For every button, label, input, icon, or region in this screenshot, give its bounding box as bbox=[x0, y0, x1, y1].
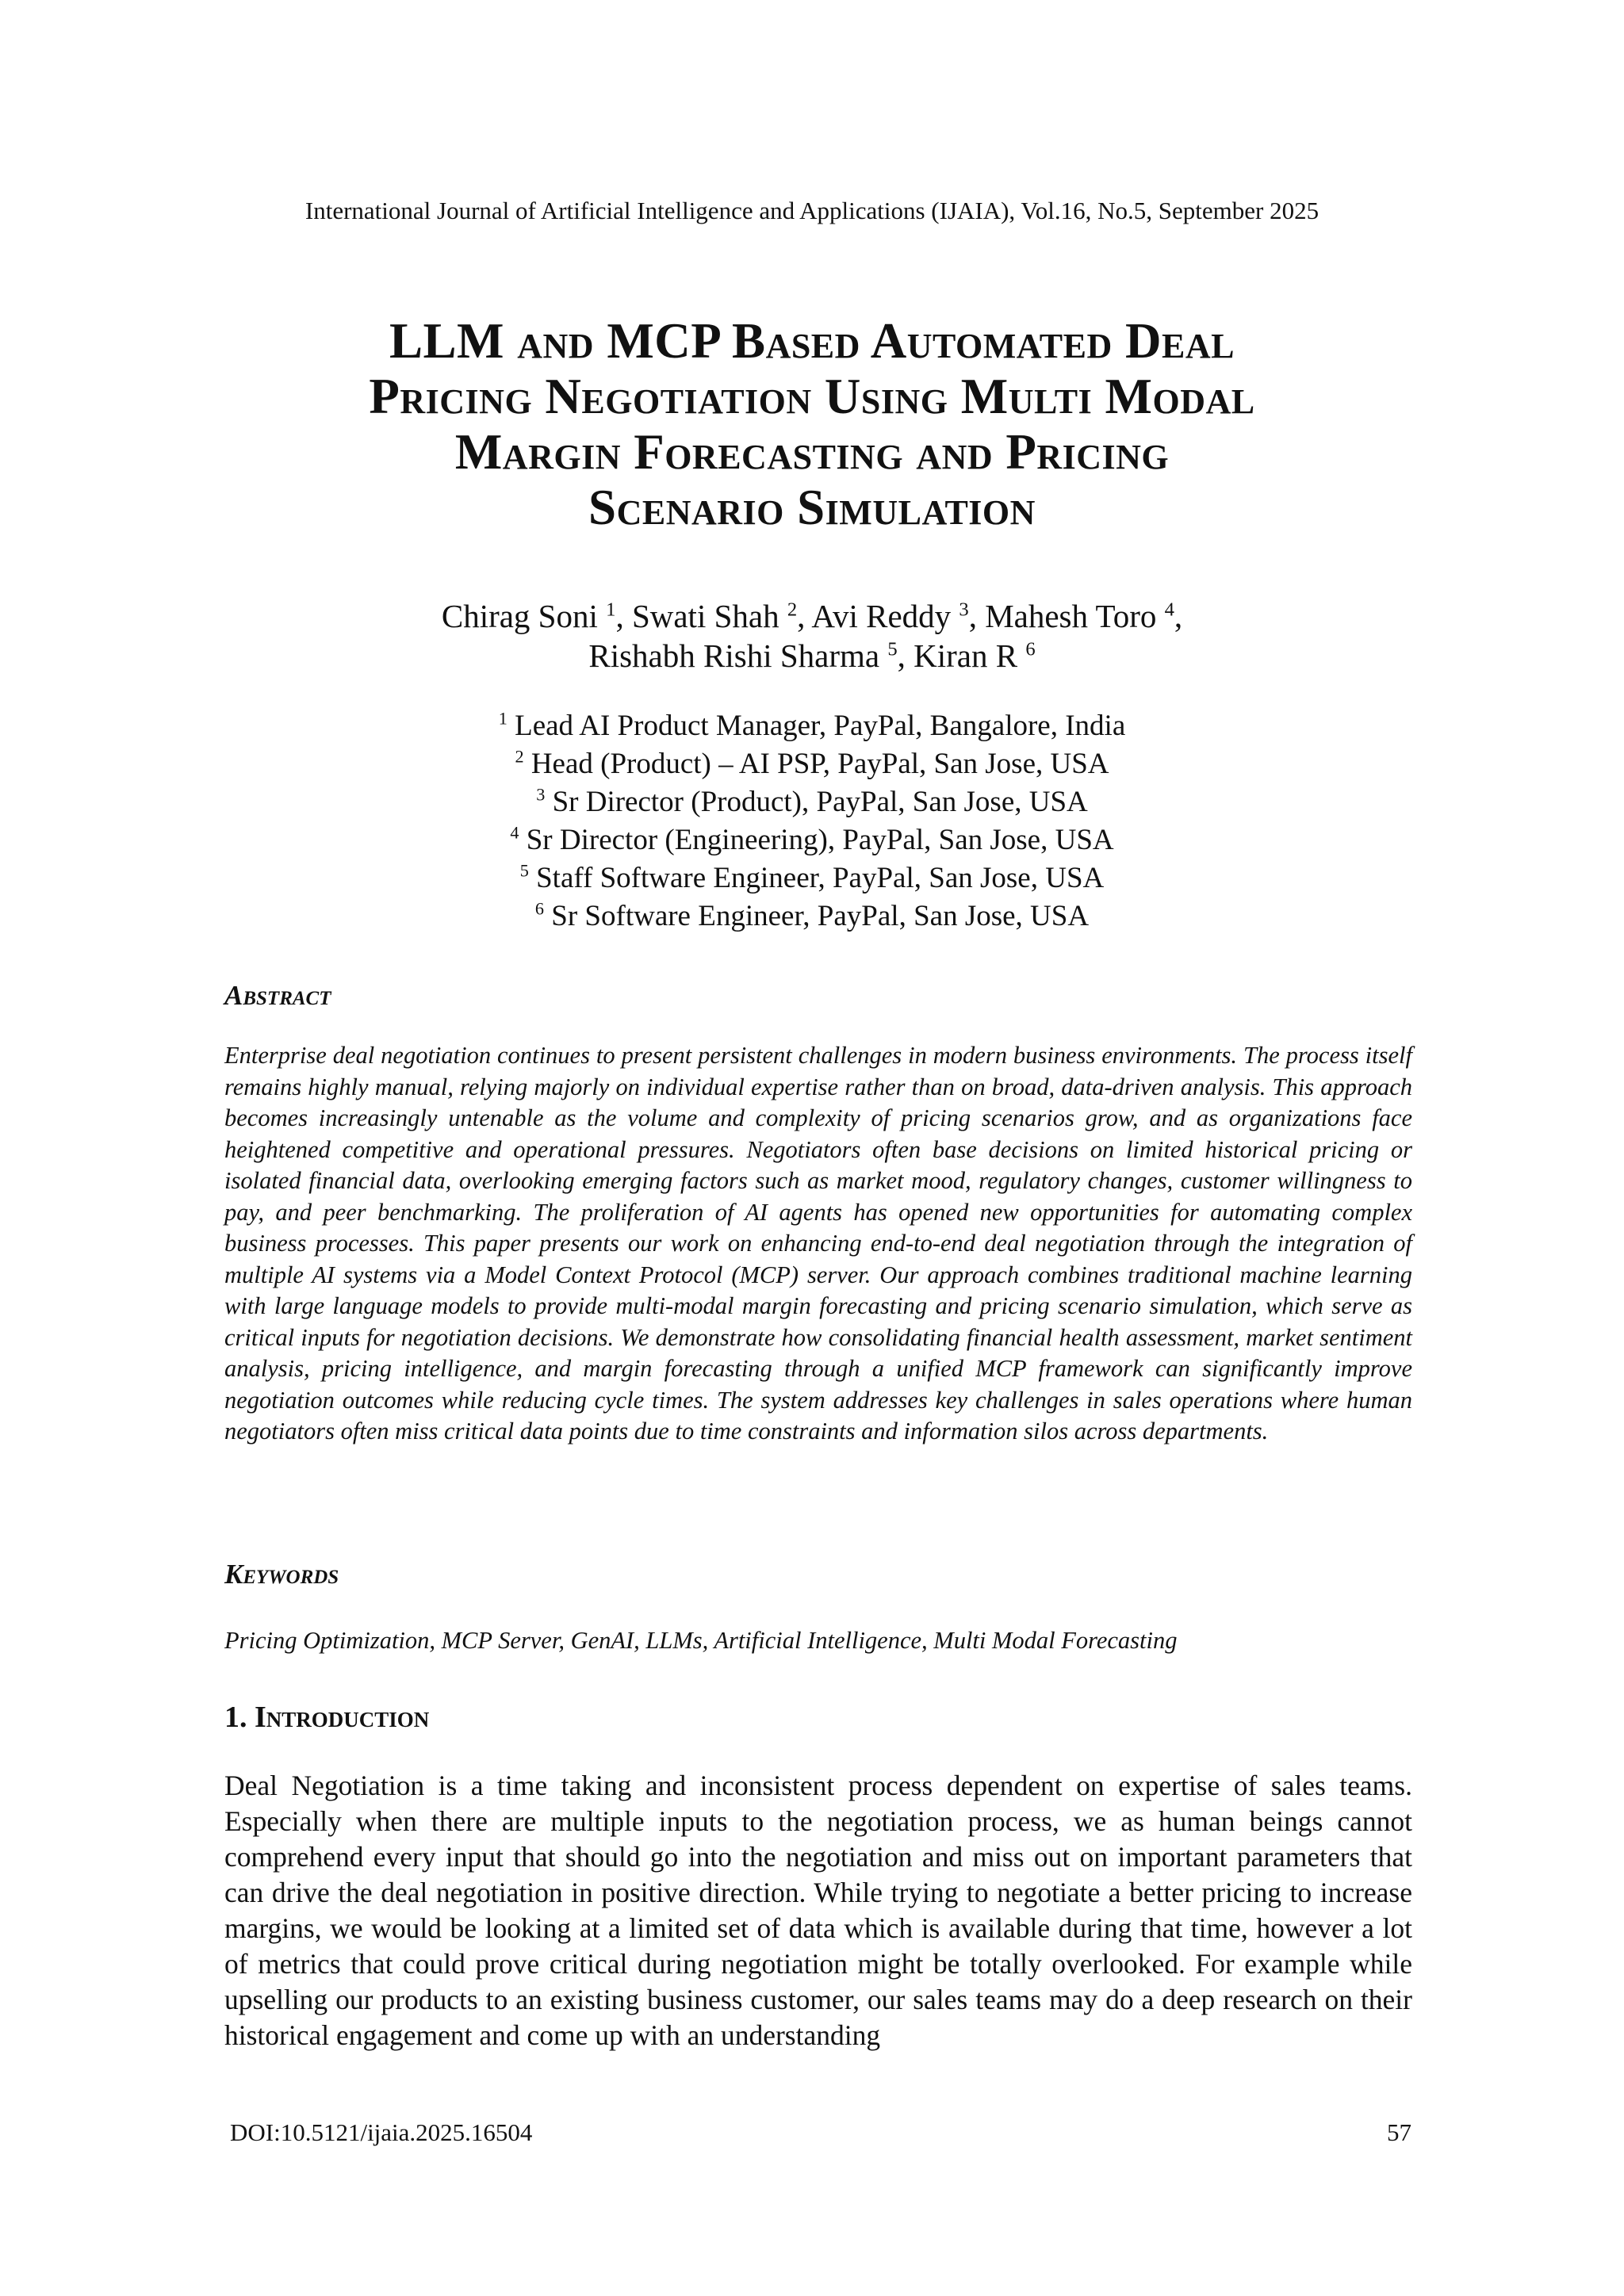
affiliation-list bbox=[0, 707, 1624, 936]
title-line: Scenario Simulation bbox=[588, 480, 1036, 535]
author-sep: , bbox=[897, 637, 914, 674]
author-name: Mahesh Toro bbox=[985, 598, 1157, 634]
affiliation-sup: 5 bbox=[519, 860, 529, 881]
author-sep: , bbox=[968, 598, 986, 634]
affiliation-text: Sr Director (Product), PayPal, San Jose, USA bbox=[552, 786, 1088, 818]
affiliation-sup: 1 bbox=[498, 708, 508, 729]
affiliation-sup: 4 bbox=[510, 822, 519, 843]
affiliation-text: Sr Software Engineer, PayPal, San Jose, USA bbox=[551, 900, 1090, 932]
keywords-text: Pricing Optimization, MCP Server, GenAI, LLMs, Artificial Intelligence, Multi Modal Forecasting bbox=[224, 1627, 1178, 1654]
title-line: Margin Forecasting and Pricing bbox=[454, 424, 1170, 480]
author-name: Avi Reddy bbox=[811, 598, 952, 634]
author-sup: 3 bbox=[959, 599, 969, 621]
author-name: Kiran R bbox=[914, 637, 1018, 674]
affiliation-sup: 2 bbox=[515, 746, 524, 767]
author-line bbox=[0, 636, 1624, 675]
affiliation bbox=[0, 859, 1624, 897]
paper-title bbox=[159, 313, 1465, 535]
journal-header: International Journal of Artificial Intelligence and Applications (IJAIA), Vol.16, No.5, September 2025 bbox=[304, 197, 1320, 224]
section-number: 1. bbox=[224, 1701, 247, 1734]
keywords-heading: Keywords bbox=[224, 1559, 339, 1590]
affiliation bbox=[0, 783, 1624, 821]
author-name: Swati Shah bbox=[631, 598, 779, 634]
page-number: 57 bbox=[1387, 2118, 1411, 2146]
affiliation bbox=[0, 821, 1624, 859]
author-name: Chirag Soni bbox=[441, 598, 598, 634]
introduction-heading bbox=[224, 1700, 429, 1735]
title-line: LLM and MCP Based Automated Deal bbox=[389, 313, 1235, 369]
abstract-text: Enterprise deal negotiation continues to present persistent challenges in modern business environments. The process itself remains highly manual, relying majorly on individual expertise rather than on broad, data-driven analysis. This approach becomes increasingly untenable as the volume and complexity of pricing scenarios grow, and as organizations face heightened competitive and operational pressures. Negotiators often base decisions on limited historical pricing or isolated financial data, overlooking emerging factors such as market mood, regulatory changes, customer willingness to pay, and peer benchmarking. The proliferation of AI agents has opened new opportunities for automating complex business processes. This paper presents our work on enhancing end-to-end deal negotiation through the integration of multiple AI systems via a Model Context Protocol (MCP) server. Our approach combines traditional machine learning with large language models to provide multi-modal margin forecasting and pricing scenario simulation, which serve as critical inputs for negotiation decisions. We demonstrate how consolidating financial health assessment, market sentiment analysis, pricing intelligence, and margin forecasting through a unified MCP framework can significantly improve negotiation outcomes while reducing cycle times. The system addresses key challenges in sales operations where human negotiators often miss critical data points due to time constraints and information silos across departments. bbox=[224, 1042, 1412, 1445]
title-line: Pricing Negotiation Using Multi Modal bbox=[369, 369, 1255, 424]
author-list bbox=[0, 596, 1624, 675]
affiliation bbox=[0, 707, 1624, 745]
author-sep: , bbox=[615, 598, 632, 634]
affiliation bbox=[0, 745, 1624, 783]
affiliation bbox=[0, 897, 1624, 936]
author-sup: 4 bbox=[1164, 599, 1174, 621]
abstract-heading: Abstract bbox=[224, 980, 331, 1011]
author-sup: 5 bbox=[887, 638, 898, 660]
author-name: Rishabh Rishi Sharma bbox=[588, 637, 880, 674]
author-line bbox=[0, 596, 1624, 636]
affiliation-text: Lead AI Product Manager, PayPal, Bangalore, India bbox=[515, 710, 1126, 742]
footer-doi: DOI:10.5121/ijaia.2025.16504 bbox=[230, 2118, 533, 2146]
affiliation-text: Sr Director (Engineering), PayPal, San Jose, USA bbox=[526, 824, 1114, 856]
author-sep: , bbox=[1174, 598, 1183, 634]
author-sup: 1 bbox=[606, 599, 616, 621]
affiliation-text: Staff Software Engineer, PayPal, San Jose, USA bbox=[536, 862, 1105, 894]
affiliation-sup: 3 bbox=[536, 784, 546, 805]
author-sep: , bbox=[797, 598, 812, 634]
author-sup: 6 bbox=[1025, 638, 1036, 660]
affiliation-text: Head (Product) – AI PSP, PayPal, San Jose, USA bbox=[530, 748, 1109, 780]
author-sup: 2 bbox=[787, 599, 798, 621]
section-title: Introduction bbox=[255, 1701, 430, 1734]
affiliation-sup: 6 bbox=[534, 898, 545, 919]
introduction-text: Deal Negotiation is a time taking and inconsistent process dependent on expertise of sales teams. Especially when there are multiple inputs to the negotiation process, we as human beings cannot comprehend every input that should go into the negotiation and miss out on important parameters that can drive the deal negotiation in positive direction. While trying to negotiate a better pricing to increase margins, we would be looking at a limited set of data which is available during that time, however a lot of metrics that could prove critical during negotiation might be totally overlooked. For example while upselling our products to an existing business customer, our sales teams may do a deep research on their historical engagement and come up with an understanding bbox=[224, 1770, 1412, 2051]
